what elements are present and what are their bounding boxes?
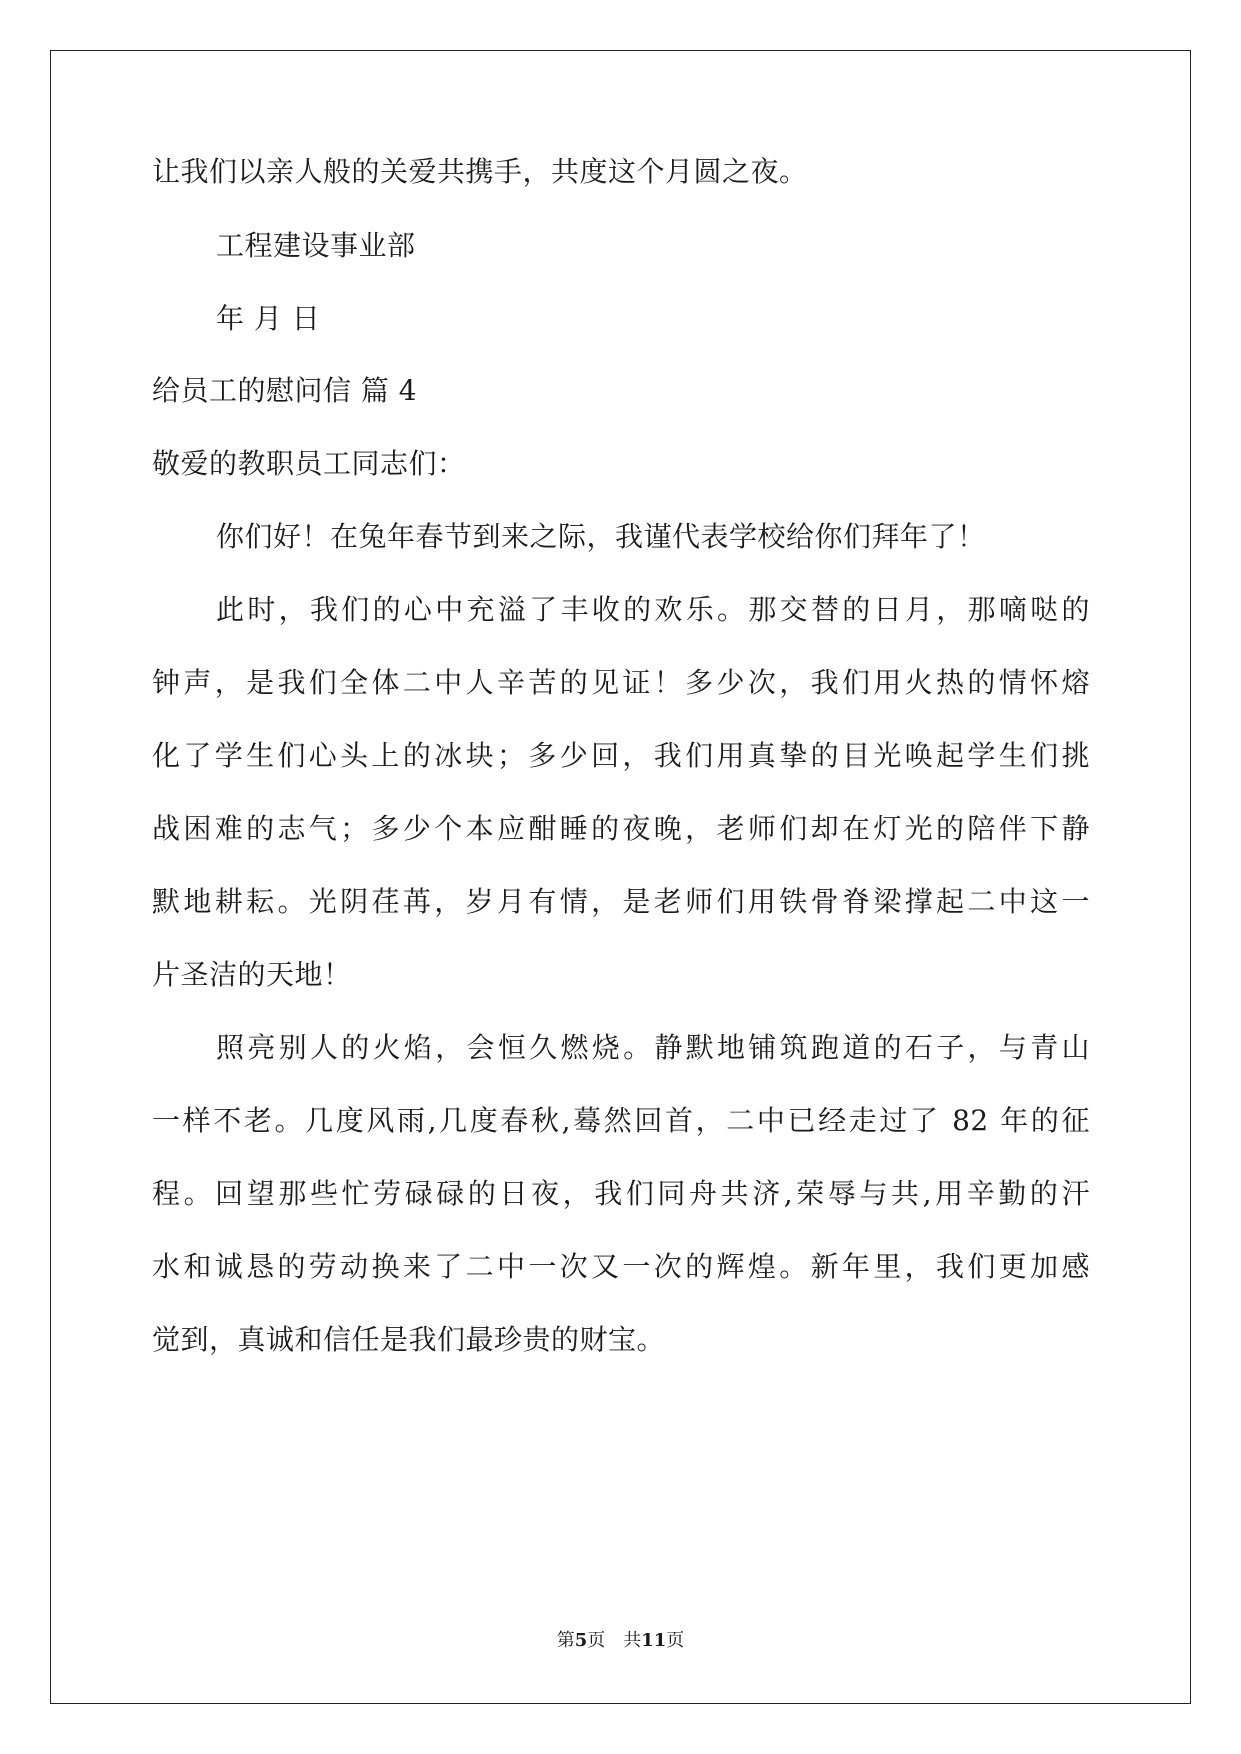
signature-department: 工程建设事业部 <box>216 229 416 262</box>
footer-prefix: 第 <box>556 1630 575 1651</box>
total-pages-number: 11 <box>641 1630 667 1651</box>
current-page-number: 5 <box>574 1630 588 1651</box>
footer-total-suffix: 页 <box>666 1630 685 1651</box>
text-line: 片圣洁的天地！ <box>152 958 352 991</box>
text-line: 水和诚恳的劳动换来了二中一次又一次的辉煌。新年里，我们更加感 <box>152 1250 1090 1283</box>
salutation: 敬爱的教职员工同志们： <box>152 447 466 480</box>
signature-date: 年 月 日 <box>216 302 321 335</box>
text-line: 让我们以亲人般的关爱共携手，共度这个月圆之夜。 <box>152 155 808 188</box>
text-line: 化了学生们心头上的冰块；多少回，我们用真挚的目光唤起学生们挑 <box>152 739 1090 772</box>
section-heading: 给员工的慰问信 篇 4 <box>152 374 418 407</box>
text-line: 觉到，真诚和信任是我们最珍贵的财宝。 <box>152 1323 666 1356</box>
text-line: 程。回望那些忙劳碌碌的日夜，我们同舟共济,荣辱与共,用辛勤的汗 <box>152 1177 1090 1210</box>
text-line: 钟声，是我们全体二中人辛苦的见证！多少次，我们用火热的情怀熔 <box>152 666 1090 699</box>
text-line: 战困难的志气；多少个本应酣睡的夜晚，老师们却在灯光的陪伴下静 <box>152 812 1090 845</box>
footer-page-suffix: 页 <box>587 1630 606 1651</box>
page-footer <box>0 1629 1241 1653</box>
footer-total-prefix: 共 <box>623 1630 642 1651</box>
text-line: 照亮别人的火焰，会恒久燃烧。静默地铺筑跑道的石子，与青山 <box>216 1031 1090 1064</box>
text-line: 默地耕耘。光阴荏苒，岁月有情，是老师们用铁骨脊梁撑起二中这一 <box>152 885 1090 918</box>
text-line: 一样不老。几度风雨,几度春秋,蓦然回首，二中已经走过了 82 年的征 <box>152 1104 1090 1137</box>
text-line: 你们好！在兔年春节到来之际，我谨代表学校给你们拜年了！ <box>216 520 986 553</box>
text-line: 此时，我们的心中充溢了丰收的欢乐。那交替的日月，那嘀哒的 <box>216 593 1090 626</box>
